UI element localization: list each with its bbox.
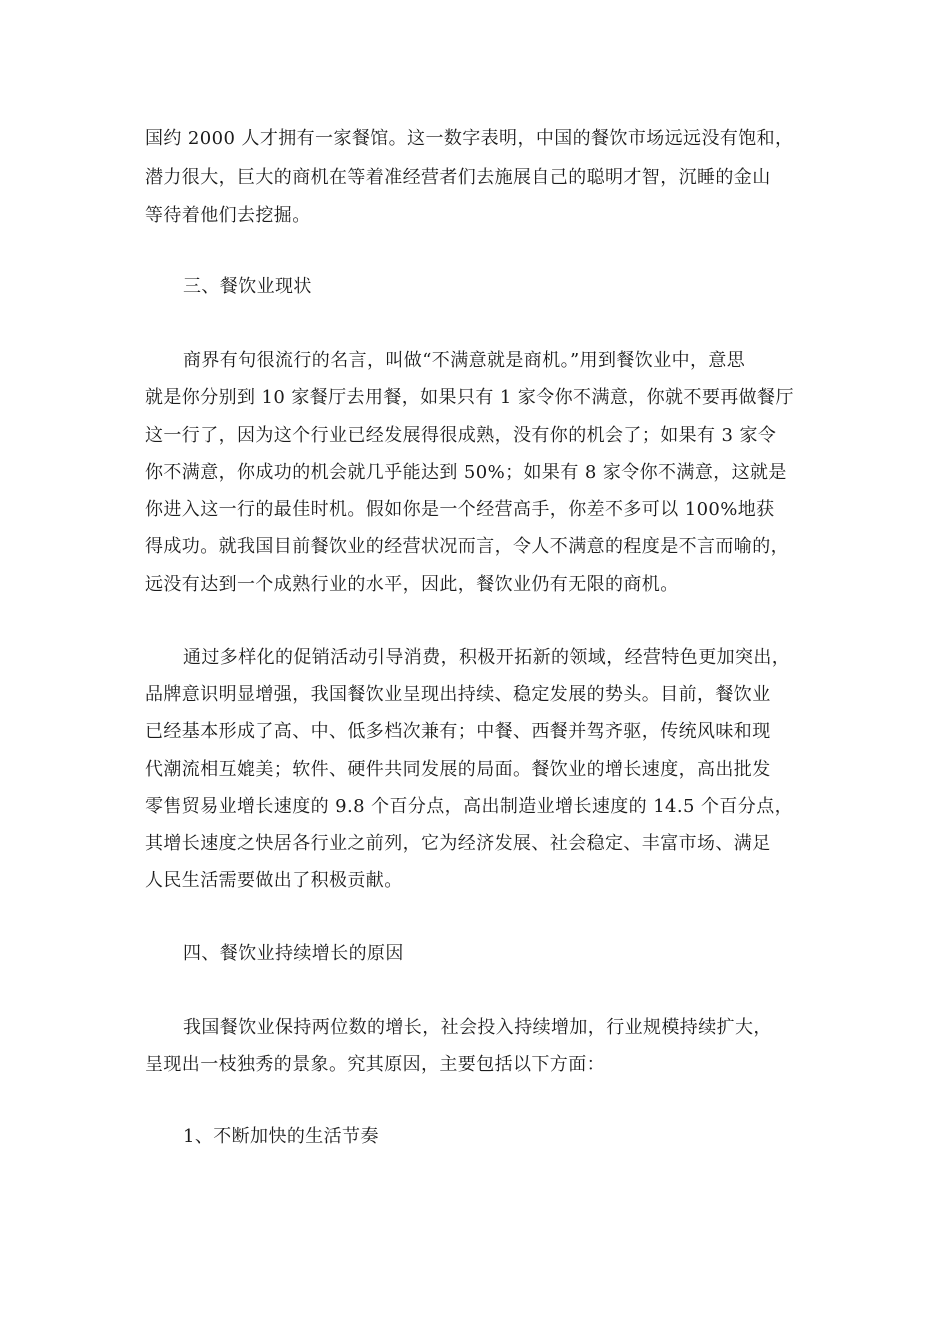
subsection-heading: 1、不断加快的生活节奏: [183, 1126, 379, 1147]
section-heading: 四、餐饮业持续增长的原因: [183, 943, 404, 964]
paragraph-line: 得成功。就我国目前餐饮业的经营状况而言，令人不满意的程度是不言而喻的，: [145, 536, 789, 557]
paragraph-line: 远没有达到一个成熟行业的水平，因此，餐饮业仍有无限的商机。: [145, 574, 679, 595]
paragraph-line: 已经基本形成了高、中、低多档次兼有；中餐、西餐并驾齐驱，传统风味和现: [145, 721, 771, 742]
paragraph-line: 零售贸易业增长速度的 9.8 个百分点，高出制造业增长速度的 14.5 个百分点，: [145, 796, 793, 817]
paragraph-line: 你进入这一行的最佳时机。假如你是一个经营高手，你差不多可以 100%地获: [145, 499, 775, 520]
paragraph-line: 其增长速度之快居各行业之前列，它为经济发展、社会稳定、丰富市场、满足: [145, 833, 771, 854]
paragraph-line: 潜力很大，巨大的商机在等着准经营者们去施展自己的聪明才智，沉睡的金山: [145, 167, 771, 188]
paragraph-line: 人民生活需要做出了积极贡献。: [145, 870, 403, 891]
paragraph-line: 商界有句很流行的名言，叫做“不满意就是商机。”用到餐饮业中，意思: [183, 350, 746, 371]
paragraph-line: 品牌意识明显增强，我国餐饮业呈现出持续、稳定发展的势头。目前，餐饮业: [145, 684, 771, 705]
paragraph-line: 等待着他们去挖掘。: [145, 205, 311, 226]
paragraph-line: 这一行了，因为这个行业已经发展得很成熟，没有你的机会了；如果有 3 家令: [145, 425, 777, 446]
paragraph-line: 代潮流相互媲美；软件、硬件共同发展的局面。餐饮业的增长速度，高出批发: [145, 759, 771, 780]
paragraph-line: 你不满意，你成功的机会就几乎能达到 50%；如果有 8 家令你不满意，这就是: [145, 462, 787, 483]
paragraph-line: 就是你分别到 10 家餐厅去用餐，如果只有 1 家令你不满意，你就不要再做餐厅: [145, 387, 794, 408]
paragraph-line: 呈现出一枝独秀的景象。究其原因，主要包括以下方面：: [145, 1054, 605, 1075]
paragraph-line: 国约 2000 人才拥有一家餐馆。这一数字表明，中国的餐饮市场远远没有饱和，: [145, 128, 794, 149]
paragraph-line: 我国餐饮业保持两位数的增长，社会投入持续增加，行业规模持续扩大，: [183, 1017, 772, 1038]
section-heading: 三、餐饮业现状: [183, 276, 312, 297]
paragraph-line: 通过多样化的促销活动引导消费，积极开拓新的领域，经营特色更加突出，: [183, 647, 791, 668]
